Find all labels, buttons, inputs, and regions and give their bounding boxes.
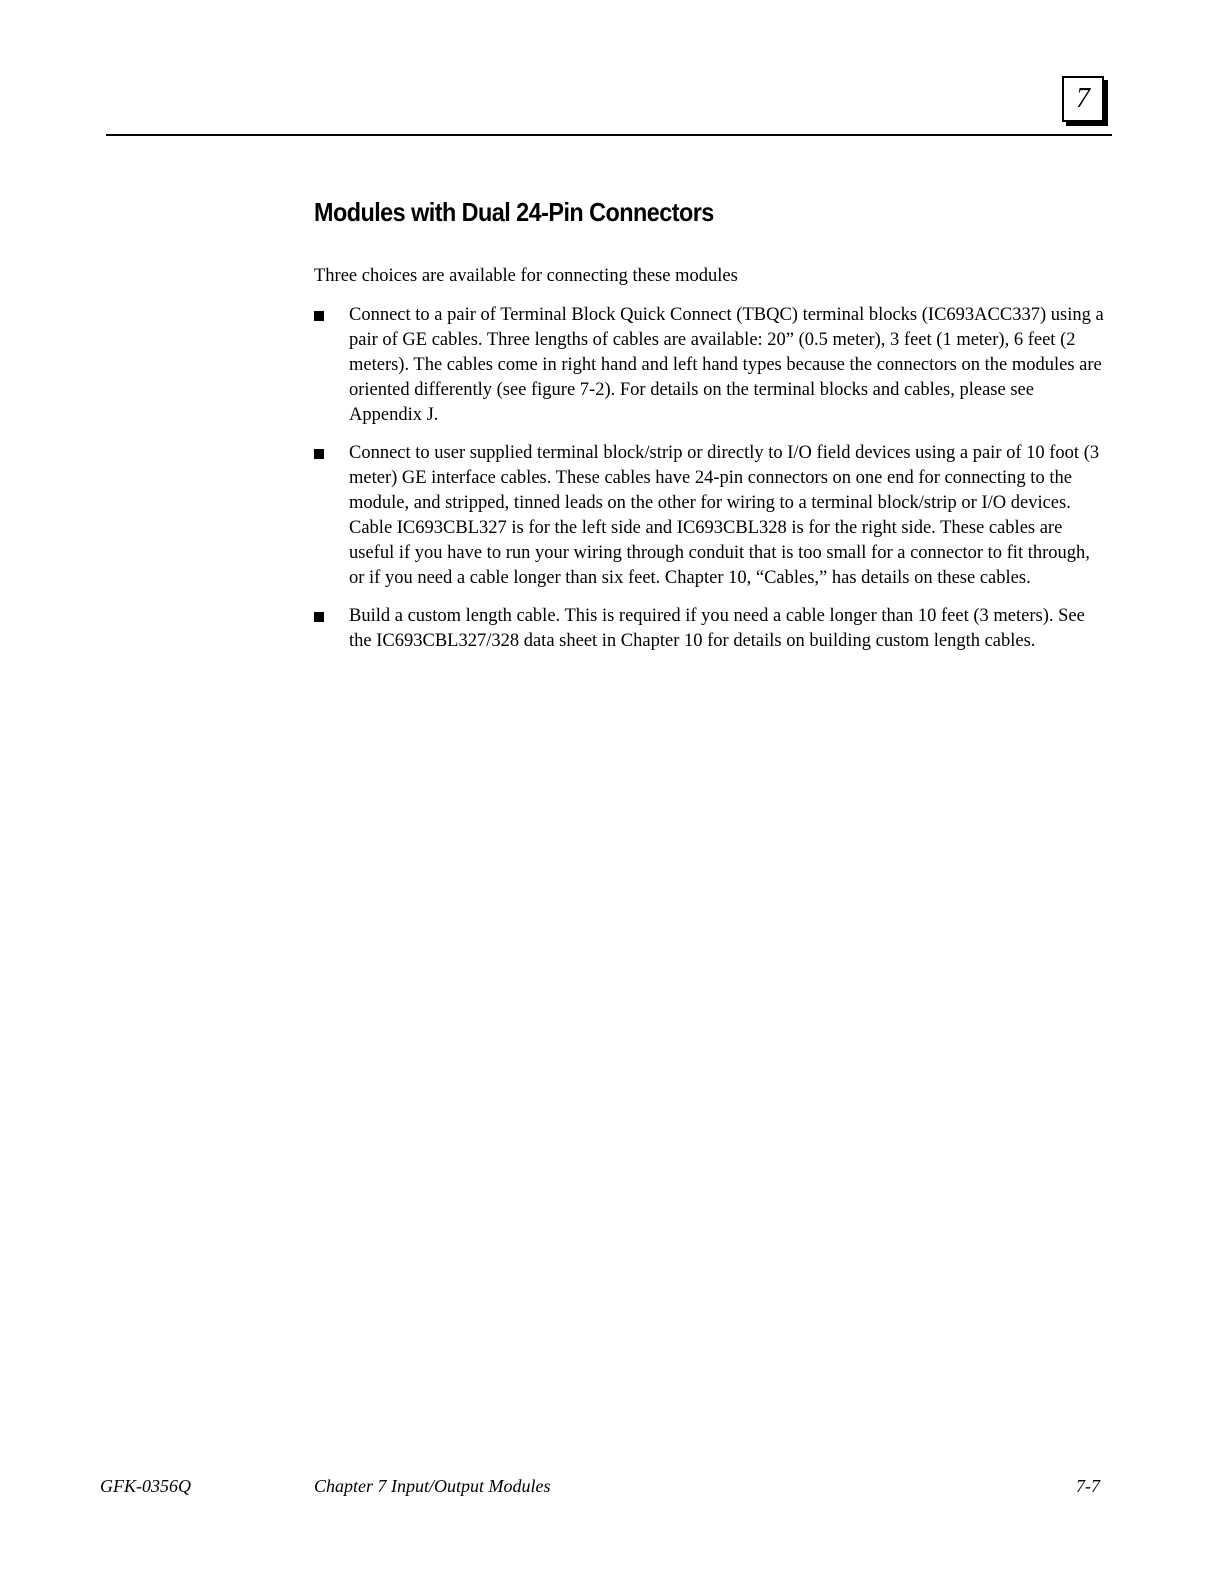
section-heading: Modules with Dual 24-Pin Connectors — [314, 197, 714, 227]
list-item-text: Connect to a pair of Terminal Block Quick Connect (TBQC) terminal blocks (IC693ACC337) using a pair of GE cables. Three lengths of cables are available: 20” (0.5 meter), 3 feet (1 meter), 6 feet (2 meters). The cables come in right hand and left hand types because the connectors on the modules are oriented differently (see figure 7-2). For details on the terminal blocks and cables, please see Appendix J. — [349, 305, 1104, 425]
connection-choices-list — [314, 303, 1104, 667]
list-item-text: Build a custom length cable. This is required if you need a cable longer than 10 feet (3 meters). See the IC693CBL327/328 data sheet in Chapter 10 for details on building custom length cables. — [349, 606, 1085, 651]
square-bullet-icon — [314, 449, 324, 459]
footer-document-number: GFK-0356Q — [100, 1476, 191, 1496]
chapter-number-tab: 7 — [1062, 76, 1104, 122]
list-item — [314, 441, 1104, 591]
footer-chapter-title: Chapter 7 Input/Output Modules — [314, 1476, 551, 1496]
square-bullet-icon — [314, 311, 324, 321]
intro-paragraph: Three choices are available for connecting these modules — [314, 266, 738, 286]
list-item — [314, 604, 1104, 654]
list-item — [314, 303, 1104, 428]
list-item-text: Connect to user supplied terminal block/strip or directly to I/O field devices using a pair of 10 foot (3 meter) GE interface cables. These cables have 24-pin connectors on one end for connecting to the module, and stripped, tinned leads on the other for wiring to a terminal block/strip or I/O devices. Cable IC693CBL327 is for the left side and IC693CBL328 is for the right side. These cables are useful if you have to run your wiring through conduit that is too small for a connector to fit through, or if you need a cable longer than six feet. Chapter 10, “Cables,” has details on these cables. — [349, 443, 1100, 588]
square-bullet-icon — [314, 612, 324, 622]
footer-page-number: 7-7 — [1076, 1476, 1100, 1496]
header-rule — [106, 134, 1112, 136]
